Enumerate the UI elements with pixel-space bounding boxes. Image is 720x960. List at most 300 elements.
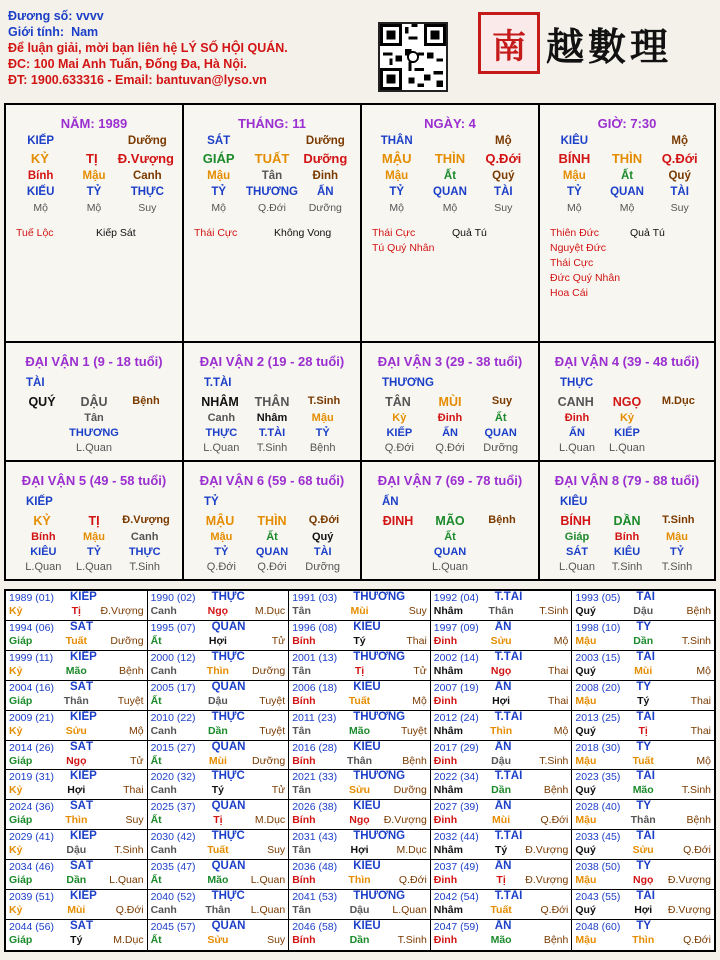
dai-van-subvalue: T.TÀI [258, 427, 286, 439]
year-branch: Dậu [491, 754, 511, 767]
note-line [550, 241, 714, 256]
year-stem: Kỷ [9, 605, 23, 617]
year-sub [9, 904, 144, 916]
year-sub [151, 635, 286, 647]
year-label: 2030 (42) [150, 831, 196, 844]
dai-van-subvalue: Quý [311, 531, 334, 543]
year-stage: Tuyệt [400, 724, 427, 737]
year-label: 2007 (19) [433, 681, 479, 694]
year-stem: Giáp [9, 634, 33, 647]
dai-van-sub [6, 531, 182, 543]
year-god: KIÊU [353, 680, 381, 693]
dai-van-label: ẤN [382, 496, 399, 508]
year-cell [148, 770, 290, 800]
year-god: TÀI [636, 770, 655, 783]
year-branch: Mão [490, 934, 512, 947]
dai-van-sub [362, 561, 538, 573]
year-branch: Thìn [632, 934, 655, 947]
pillar-value: Mậu [82, 170, 106, 182]
year-god: SÁT [70, 680, 93, 693]
year-stem: Quý [575, 605, 596, 617]
pillar-cell [6, 105, 184, 343]
dai-van-subvalue: Tân [84, 412, 104, 424]
dai-van-label: THƯƠNG [382, 377, 434, 389]
dai-van-sub [184, 412, 360, 424]
dai-van-value: Suy [491, 395, 513, 407]
dai-van-value: Đ.Vượng [122, 514, 170, 526]
year-branch: Hợi [350, 844, 369, 857]
year-stem: Giáp [9, 874, 33, 887]
year-stage: T.Sinh [539, 754, 569, 767]
year-label: 2032 (44) [433, 831, 479, 844]
year-cell [431, 770, 573, 800]
year-sub [151, 784, 286, 796]
year-branch: Tị [354, 664, 365, 677]
dai-van-subvalue [119, 412, 170, 424]
year-cell [148, 830, 290, 860]
dai-van-label: T.TÀI [204, 377, 232, 389]
year-stage: T.Sinh [114, 844, 144, 857]
pillar-value: Dưỡng [127, 135, 167, 147]
year-sub [9, 784, 144, 796]
year-cell [431, 681, 573, 711]
dai-van-label: THỰC [560, 377, 594, 389]
year-stage: Mộ [696, 754, 711, 767]
dai-van-sub [6, 427, 182, 439]
year-god: TÀI [636, 650, 655, 663]
year-god: ẤN [494, 920, 512, 933]
year-sub [575, 725, 711, 737]
year-stage: Dưỡng [251, 664, 286, 677]
year-sub [151, 695, 286, 707]
year-god: SÁT [70, 620, 93, 633]
year-stem: Đinh [433, 874, 458, 887]
year-stage: Thai [690, 724, 711, 737]
year-god: T.TÀI [494, 710, 523, 723]
year-branch: Tý [494, 844, 508, 857]
dai-van-subvalue: Bính [31, 531, 56, 543]
year-stem: Bính [292, 754, 316, 767]
pillar-value [601, 135, 654, 147]
pillar-value: Mộ [495, 135, 512, 147]
year-stem: Kỷ [9, 784, 23, 797]
year-sub [292, 874, 427, 886]
year-god: KIÊU [353, 920, 381, 933]
year-label: 2028 (40) [575, 801, 621, 814]
pillar-value: Dưỡng [308, 202, 342, 214]
year-cell [6, 651, 148, 681]
year-branch: Dậu [207, 694, 228, 707]
pillar-row [6, 186, 182, 198]
star-name: Không Vong [274, 227, 332, 239]
year-god: THỰC [211, 890, 245, 903]
year-label: 2038 (50) [575, 861, 621, 874]
year-stage: Bệnh [543, 934, 569, 947]
year-cell [148, 890, 290, 920]
dai-van-subvalue: Ất [266, 531, 278, 543]
year-stem: Nhâm [433, 664, 463, 677]
dai-van-subvalue [475, 531, 526, 543]
year-stem: Đinh [433, 934, 458, 947]
dai-van-subvalue: THƯƠNG [69, 427, 119, 439]
dai-van-subvalue: T.Sinh [611, 561, 643, 573]
year-sub [575, 665, 711, 677]
pillar-value: KIẾU [26, 186, 55, 198]
pillar-title: NĂM: 1989 [60, 116, 128, 131]
year-stage: Đ.Vượng [525, 874, 569, 887]
pillar-row [362, 135, 538, 147]
year-stem: Giáp [9, 754, 33, 767]
dai-van-subvalue: Q.Đới [435, 442, 465, 454]
star-name: Quả Tú [452, 227, 487, 239]
pillar-value: TỊ [86, 151, 98, 166]
year-stem: Ất [150, 934, 162, 947]
dai-van-subvalue: ẤN [442, 427, 458, 439]
year-stage: L.Quan [250, 874, 286, 887]
year-stage: Tuyệt [259, 724, 286, 737]
year-label: 2009 (21) [9, 711, 54, 724]
year-stem: Mậu [575, 874, 597, 887]
year-label: 1995 (07) [150, 621, 196, 634]
dai-van-value: MẬU [205, 514, 235, 528]
year-god: T.TÀI [494, 591, 523, 603]
year-god: THỰC [211, 830, 245, 843]
note-line [550, 256, 714, 271]
pillar-row [540, 170, 714, 182]
dai-van-sub [184, 531, 360, 543]
pillar-value: Mậu [562, 170, 586, 182]
year-branch: Hợi [634, 904, 653, 917]
dai-van-subvalue: Dưỡng [483, 442, 519, 454]
dai-van-sub [540, 561, 714, 573]
dai-van-value: ĐINH [382, 514, 414, 528]
year-branch: Tý [70, 934, 83, 947]
year-sub [9, 725, 144, 737]
pillar-value: QUAN [610, 186, 644, 198]
year-cell [572, 711, 714, 741]
dai-van-subvalue: Đinh [564, 412, 590, 424]
dai-van-main [362, 514, 538, 528]
year-branch: Dậu [66, 844, 87, 857]
year-cell [289, 830, 431, 860]
pillar-row [540, 186, 714, 198]
year-cell [6, 741, 148, 771]
dai-van-sub [540, 546, 714, 558]
year-cell [6, 591, 148, 621]
year-stem: Bính [292, 934, 316, 947]
year-label: 1994 (06) [9, 621, 54, 634]
year-branch: Hợi [492, 694, 511, 707]
pillar-value: QUAN [433, 186, 467, 198]
year-label: 2025 (37) [150, 801, 196, 814]
year-stem: Tân [292, 904, 311, 917]
pillar-value: Q.Đới [661, 151, 698, 166]
pillar-value: TUẤT [254, 151, 290, 166]
dai-van-value: Bệnh [488, 514, 516, 526]
dai-van-subvalue: Ất [444, 531, 456, 543]
pillar-value: Mậu [207, 170, 231, 182]
dai-van-main [540, 514, 714, 528]
year-cell [431, 830, 573, 860]
dai-van-subvalue: L.Quan [203, 442, 240, 454]
pillar-title: NGÀY: 4 [424, 116, 476, 131]
star-name: Thái Cực [372, 227, 416, 239]
seal-logo-icon: 南 [478, 12, 540, 74]
dai-van-subvalue: KIẾP [386, 427, 413, 439]
dai-van-title: ĐẠI VẬN 5 (49 - 58 tuổi) [21, 473, 167, 488]
pillar-row [184, 202, 360, 214]
year-stage: M.Dục [113, 934, 144, 947]
year-stem: Bính [292, 874, 316, 887]
year-branch: Sửu [207, 934, 229, 947]
dai-van-subvalue: Mậu [311, 412, 334, 424]
phone-email-line: ĐT: 1900.633316 - Email: bantuvan@lyso.vn [8, 73, 267, 87]
dai-van-subvalue [374, 531, 425, 543]
dai-van-subvalue: T.Sinh [256, 442, 288, 454]
dai-van-value: NHÂM [201, 395, 239, 409]
year-stage: Bệnh [543, 784, 569, 797]
pillar-value: Tân [261, 170, 283, 182]
star-name: Quả Tú [630, 227, 665, 239]
year-god: QUAN [211, 860, 246, 873]
pillar-value: Suy [494, 202, 513, 214]
dai-van-subvalue: Giáp [564, 531, 590, 543]
year-cell [572, 830, 714, 860]
star-name: Thái Cực [194, 227, 238, 239]
year-sub [434, 874, 569, 886]
year-label: 2002 (14) [433, 651, 479, 664]
year-god: TÀI [636, 890, 655, 903]
year-branch: Ngọ [632, 874, 654, 887]
dai-van-subvalue [475, 546, 526, 558]
year-stem: Bính [292, 634, 316, 647]
dai-van-subvalue: Q.Đới [257, 561, 287, 573]
year-god: THỰC [211, 591, 245, 603]
dai-van-value: KỶ [33, 514, 51, 528]
pillar-value [67, 135, 120, 147]
year-branch: Hợi [67, 784, 86, 797]
year-stem: Nhâm [433, 724, 463, 737]
year-stem: Giáp [9, 694, 33, 707]
year-label: 2008 (20) [575, 681, 621, 694]
note-line [550, 286, 714, 301]
dai-van-subvalue: KIẾP [614, 427, 640, 439]
brand-logo [478, 10, 714, 76]
pillar-value: MẬU [381, 151, 412, 166]
year-sub [292, 784, 427, 796]
year-stage: Suy [125, 814, 144, 827]
dai-van-value: T.Sinh [662, 514, 695, 526]
year-branch: Sửu [632, 844, 654, 857]
dai-van-value: TỊ [88, 514, 100, 528]
dai-van-subvalue: TỶ [315, 427, 330, 439]
year-stem: Tân [292, 664, 311, 677]
year-branch: Tị [496, 874, 506, 887]
pillar-value: ẤN [317, 186, 334, 198]
year-cell [431, 591, 573, 621]
pillar-value: Mộ [86, 202, 102, 214]
year-stem: Mậu [575, 934, 597, 947]
year-cell [431, 860, 573, 890]
year-label: 2044 (56) [9, 921, 54, 934]
year-label: 2033 (45) [575, 831, 621, 844]
dai-van-sub [540, 531, 714, 543]
year-branch: Mão [207, 874, 229, 887]
year-god: QUAN [211, 800, 246, 813]
dai-van-subvalue: Mậu [666, 531, 688, 543]
dai-van-subvalue [475, 561, 526, 573]
year-sub [151, 725, 286, 737]
pillar-value: THỰC [130, 186, 164, 198]
logo-text: 越數理 [546, 23, 673, 69]
dai-van-subvalue: Canh [130, 531, 159, 543]
year-branch: Dậu [633, 605, 654, 617]
year-label: 2031 (43) [292, 831, 338, 844]
dai-van-title: ĐẠI VẬN 8 (79 - 88 tuổi) [554, 473, 700, 488]
year-stage: Bệnh [686, 814, 711, 827]
year-label: 2023 (35) [575, 771, 621, 784]
dai-van-value: NGỌ [612, 395, 642, 409]
year-label: 2029 (41) [9, 831, 54, 844]
year-stage: Suy [267, 844, 286, 857]
year-stem: Canh [150, 844, 177, 857]
year-label: 2012 (24) [433, 711, 479, 724]
year-god: THƯƠNG [353, 830, 406, 843]
year-stem: Canh [150, 904, 177, 917]
dai-van-label: KIÊU [560, 496, 588, 508]
dai-van-subvalue: Mậu [210, 531, 233, 543]
pillar-value: SÁT [207, 135, 231, 147]
year-branch: Ngọ [66, 754, 87, 767]
year-stem: Ất [150, 754, 162, 767]
year-label: 2035 (47) [150, 861, 196, 874]
dai-van-label: TÀI [26, 377, 45, 389]
dai-van-value: MÙI [438, 395, 462, 409]
star-name: Thiên Đức [550, 227, 600, 239]
year-god: SÁT [70, 860, 93, 873]
year-stage: M.Dục [396, 844, 427, 857]
year-branch: Tuất [632, 754, 654, 767]
year-sub [434, 725, 569, 737]
pillar-value: TÀI [670, 186, 689, 198]
year-sub [575, 844, 711, 856]
year-god: THƯƠNG [353, 890, 406, 903]
year-branch: Tý [211, 784, 225, 797]
year-cell [6, 621, 148, 651]
star-name: Tú Quý Nhân [372, 242, 435, 254]
four-pillars-grid [4, 103, 716, 581]
year-sub [434, 934, 569, 946]
year-stem: Canh [150, 724, 177, 737]
contact-line: Để luận giải, mời bạn liên hệ LÝ SỐ HỘI QUÁN. [8, 41, 288, 55]
year-cell [148, 860, 290, 890]
dai-van-value: Bệnh [132, 395, 160, 407]
year-sub [292, 665, 427, 677]
year-stage: T.Sinh [681, 634, 711, 647]
year-stage: Mộ [412, 694, 427, 707]
dai-van-sub [6, 546, 182, 558]
year-stem: Canh [150, 605, 177, 617]
year-sub [434, 844, 569, 856]
year-cell [289, 621, 431, 651]
year-god: TỶ [636, 740, 652, 753]
year-sub [151, 934, 286, 946]
dai-van-main [184, 395, 360, 409]
year-god: THỰC [211, 770, 245, 783]
dai-van-subvalue [18, 442, 69, 454]
pillar-value: THƯƠNG [246, 186, 298, 198]
year-branch: Mùi [208, 754, 227, 767]
year-stem: Kỷ [9, 844, 23, 857]
pillar-value: TỶ [389, 186, 405, 198]
year-label: 2034 (46) [9, 861, 54, 874]
dai-van-subvalue: L.Quan [431, 561, 469, 573]
year-cell [572, 920, 714, 950]
pillar-value: TÀI [494, 186, 513, 198]
year-cell [431, 741, 573, 771]
dai-van-subvalue [374, 546, 425, 558]
year-god: KIÊU [353, 800, 381, 813]
pillar-value: THÌN [611, 151, 643, 166]
pillar-value: Ất [620, 170, 634, 182]
year-sub [9, 605, 144, 617]
year-sub [575, 605, 711, 617]
year-sub [151, 904, 286, 916]
dai-van-title: ĐẠI VẬN 3 (29 - 38 tuổi) [377, 354, 523, 369]
dai-van-cell [184, 343, 362, 462]
year-label: 2024 (36) [9, 801, 54, 814]
year-stem: Nhâm [433, 844, 463, 857]
year-label: 2037 (49) [433, 861, 479, 874]
year-branch: Thìn [348, 874, 371, 887]
year-branch: Sửu [490, 634, 512, 647]
year-stage: Q.Đới [540, 904, 569, 917]
year-cell [148, 711, 290, 741]
year-sub [292, 934, 427, 946]
owner-label: Đương số: [8, 9, 73, 23]
note-line [550, 226, 714, 241]
year-cell [431, 800, 573, 830]
year-label: 1996 (08) [292, 621, 338, 634]
year-sub [151, 844, 286, 856]
year-stage: L.Quan [392, 904, 427, 917]
year-god: QUAN [211, 740, 246, 753]
dai-van-subvalue: Bệnh [309, 442, 336, 454]
year-stem: Canh [150, 664, 177, 677]
year-stem: Quý [575, 664, 596, 677]
year-stage: Tử [271, 634, 286, 647]
year-stage: Thai [547, 694, 569, 707]
year-stem: Ất [150, 874, 162, 887]
year-sub [151, 814, 286, 826]
year-label: 2014 (26) [9, 741, 54, 754]
year-god: QUAN [211, 920, 246, 933]
year-god: TỶ [636, 620, 652, 633]
pillar-row [184, 151, 360, 166]
note-line [550, 271, 714, 286]
year-stage: Tử [413, 664, 427, 677]
pillar-notes [540, 226, 714, 301]
year-stage: L.Quan [250, 904, 286, 917]
dai-van-cell [540, 462, 714, 581]
dai-van-value: Q.Đới [308, 514, 340, 526]
dai-van-sub [362, 442, 538, 454]
year-cell [289, 800, 431, 830]
year-cell [289, 681, 431, 711]
pillar-value: Mộ [33, 202, 48, 214]
year-label: 2047 (59) [433, 921, 479, 934]
year-stage: Q.Đới [540, 814, 569, 827]
